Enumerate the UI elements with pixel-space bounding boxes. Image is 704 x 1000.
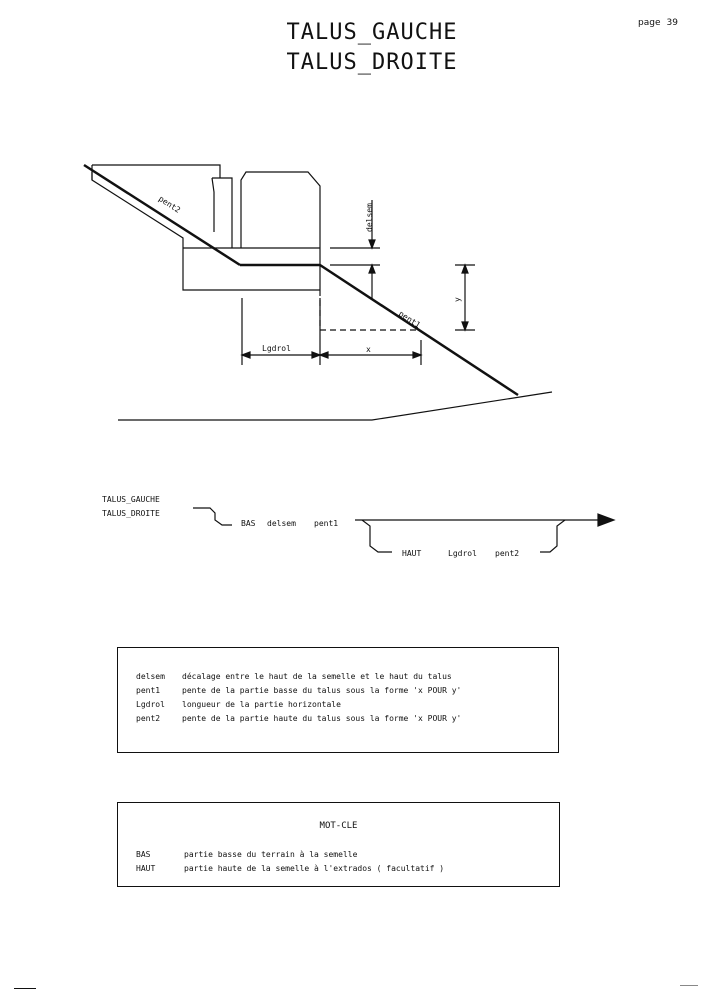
syntax-bas: BAS	[241, 519, 256, 528]
keywords-title: MOT-CLE	[319, 821, 358, 831]
syntax-cmd-1: TALUS_GAUCHE	[102, 495, 160, 504]
kw-desc: partie haute de la semelle à l'extrados ( facultatif )	[184, 864, 445, 873]
syntax-cmd-2: TALUS_DROITE	[102, 509, 160, 518]
syntax-entry-line	[193, 508, 232, 525]
syntax-diagram	[0, 480, 704, 590]
delsem-label: delsem	[365, 203, 374, 232]
pent2-slope-line	[84, 165, 240, 265]
wall-left	[212, 178, 232, 248]
syntax-pent2: pent2	[495, 549, 520, 558]
footer-mark-right	[680, 985, 698, 986]
syntax-branch-right	[540, 520, 565, 552]
kw-term: HAUT	[136, 864, 156, 873]
pent2-label: pent2	[156, 194, 183, 215]
page-title-line1: TALUS_GAUCHE	[286, 20, 458, 45]
footer-mark-left	[14, 988, 36, 989]
ground-line	[118, 392, 552, 420]
def-desc: décalage entre le haut de la semelle et le haut du talus	[182, 672, 452, 681]
def-term: delsem	[136, 672, 165, 681]
syntax-delsem: delsem	[267, 519, 296, 528]
syntax-pent1: pent1	[314, 519, 339, 528]
dashed-construction	[320, 290, 423, 330]
kw-desc: partie basse du terrain à la semelle	[184, 850, 358, 859]
def-term: pent1	[136, 686, 161, 695]
syntax-lgdrol: Lgdrol	[448, 549, 477, 558]
page-number-value: 39	[666, 18, 678, 28]
x-label: x	[366, 345, 371, 354]
foundation-left-edge	[92, 172, 320, 290]
page-label: page	[638, 18, 661, 28]
pent1-slope-line	[320, 265, 518, 395]
cross-section-figure	[0, 0, 704, 440]
def-term: Lgdrol	[136, 700, 165, 709]
keywords-box	[117, 802, 560, 887]
page-title-line2: TALUS_DROITE	[286, 50, 458, 75]
syntax-haut: HAUT	[402, 549, 422, 558]
definitions-box	[117, 647, 559, 753]
y-label: y	[453, 297, 462, 302]
pent1-label: pent1	[396, 309, 423, 330]
def-desc: pente de la partie haute du talus sous la forme 'x POUR y'	[182, 714, 462, 723]
wall-block	[241, 172, 320, 248]
def-term: pent2	[136, 714, 161, 723]
kw-term: BAS	[136, 850, 151, 859]
def-desc: pente de la partie basse du talus sous la forme 'x POUR y'	[182, 686, 462, 695]
syntax-branch-left	[362, 520, 392, 552]
lgdrol-label: Lgdrol	[262, 344, 291, 353]
def-desc: longueur de la partie horizontale	[182, 700, 341, 709]
